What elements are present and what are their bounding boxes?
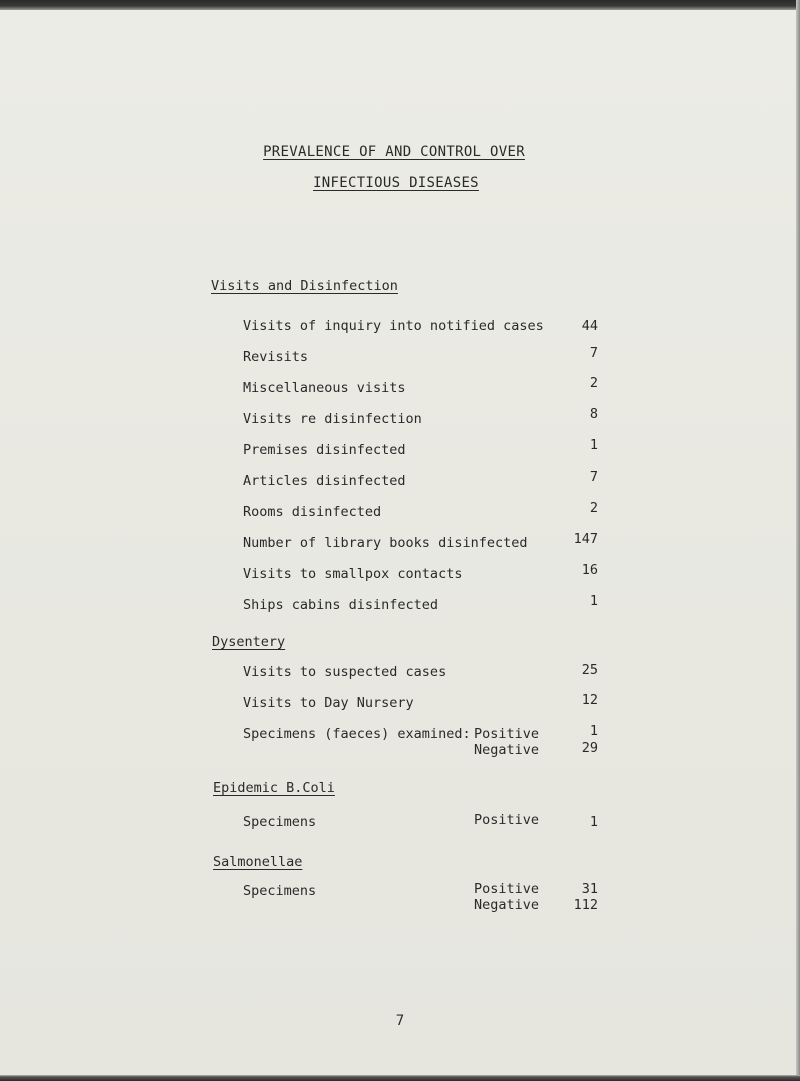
row-label: Articles disinfected <box>243 473 406 489</box>
positive-label: Positive <box>474 812 540 828</box>
row-value: 12 <box>581 692 598 708</box>
positive-value: 1 <box>589 723 598 739</box>
section-heading-visits: Visits and Disinfection <box>211 278 398 294</box>
row-value: 2 <box>589 375 598 391</box>
row-value: 7 <box>589 345 598 361</box>
section-heading-dysentery: Dysentery <box>212 634 286 650</box>
scan-right-edge <box>796 0 800 1081</box>
row-value: 8 <box>589 406 598 422</box>
row-label: Visits of inquiry into notified cases <box>243 318 544 334</box>
negative-value: 29 <box>581 740 598 756</box>
specimens-label: Specimens <box>243 883 317 899</box>
page-number: 7 <box>395 1013 405 1029</box>
specimens-label: Specimens <box>243 814 317 830</box>
title-line-2: INFECTIOUS DISEASES <box>313 175 479 191</box>
row-label: Ships cabins disinfected <box>243 597 439 613</box>
row-label: Rooms disinfected <box>243 504 382 520</box>
positive-label: Positive <box>474 726 540 742</box>
row-label: Premises disinfected <box>243 442 406 458</box>
negative-label: Negative <box>474 742 540 758</box>
positive-value: 1 <box>589 814 598 830</box>
specimens-label: Specimens (faeces) examined: <box>243 726 471 742</box>
row-label: Visits to Day Nursery <box>243 695 414 711</box>
title-line-1: PREVALENCE OF AND CONTROL OVER <box>263 144 525 160</box>
row-value: 2 <box>589 500 598 516</box>
positive-value: 31 <box>581 881 598 897</box>
negative-value: 112 <box>573 897 598 913</box>
positive-label: Positive <box>474 881 540 897</box>
scan-top-edge <box>0 0 800 10</box>
negative-label: Negative <box>474 897 540 913</box>
row-value: 7 <box>589 469 598 485</box>
section-heading-salmonellae: Salmonellae <box>213 854 303 870</box>
row-label: Revisits <box>243 349 309 365</box>
row-value: 1 <box>589 437 598 453</box>
row-value: 147 <box>573 531 598 547</box>
row-value: 44 <box>581 318 598 334</box>
row-value: 16 <box>581 562 598 578</box>
row-label: Visits re disinfection <box>243 411 422 427</box>
row-label: Visits to suspected cases <box>243 664 447 680</box>
row-value: 1 <box>589 593 598 609</box>
row-label: Miscellaneous visits <box>243 380 406 396</box>
scan-bottom-edge <box>0 1075 800 1081</box>
row-label: Number of library books disinfected <box>243 535 528 551</box>
row-value: 25 <box>581 662 598 678</box>
section-heading-bcoli: Epidemic B.Coli <box>213 780 335 796</box>
row-label: Visits to smallpox contacts <box>243 566 463 582</box>
